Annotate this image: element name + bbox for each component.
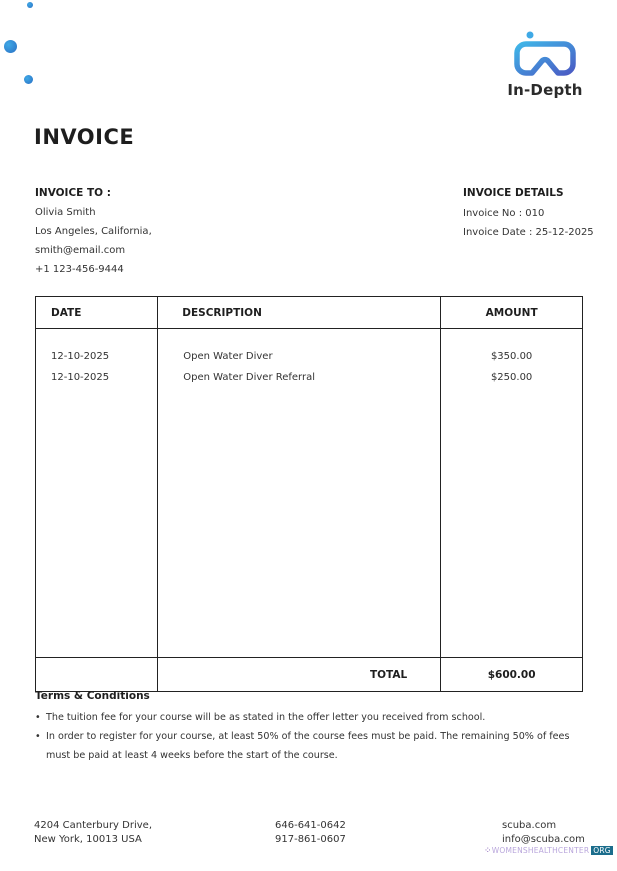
table-body <box>36 329 583 658</box>
total-label: TOTAL <box>158 658 441 692</box>
decorative-dot <box>24 75 33 84</box>
header-amount: AMOUNT <box>441 297 583 329</box>
total-amount: $600.00 <box>441 658 583 692</box>
watermark-suffix: ORG <box>593 846 611 855</box>
row-amount: $250.00 <box>490 372 533 383</box>
row-description: Open Water Diver Referral <box>183 372 316 383</box>
address-line-2: New York, 10013 USA <box>34 834 142 845</box>
date-column <box>36 329 158 658</box>
address-line-1: 4204 Canterbury Drive, <box>34 820 152 831</box>
invoice-details-heading: INVOICE DETAILS <box>463 187 564 199</box>
brand-name: In-Depth <box>507 81 583 99</box>
invoice-date: Invoice Date : 25-12-2025 <box>463 227 594 238</box>
client-email: smith@email.com <box>35 245 126 256</box>
invoice-details-block <box>463 184 594 243</box>
row-date: 12-10-2025 <box>51 351 110 362</box>
terms-heading: Terms & Conditions <box>35 690 150 702</box>
dive-mask-icon <box>512 30 578 78</box>
brand-logo <box>503 30 587 99</box>
watermark <box>484 846 613 856</box>
client-name: Olivia Smith <box>35 207 96 218</box>
terms-section <box>35 690 580 765</box>
terms-item: • The tuition fee for your course will be as stated in the offer letter you received from school. <box>46 708 580 727</box>
invoice-table <box>35 296 583 692</box>
footer-phones <box>275 819 346 847</box>
invoice-to-block <box>35 184 152 279</box>
total-row <box>36 658 583 692</box>
terms-item: • In order to register for your course, at least 50% of the course fees must be paid. The remaining 50% of fees must be paid at least 4 weeks before the start of the course. <box>46 727 580 765</box>
page-title: INVOICE <box>34 125 135 149</box>
client-phone: +1 123-456-9444 <box>35 264 124 275</box>
phone-1: 646-641-0642 <box>275 820 346 831</box>
decorative-dot <box>4 40 17 53</box>
header-date: DATE <box>36 297 158 329</box>
terms-list <box>35 708 580 765</box>
sparkle-icon: ⁘ <box>484 846 492 856</box>
client-address: Los Angeles, California, <box>35 226 152 237</box>
row-description: Open Water Diver <box>183 351 273 362</box>
description-column <box>158 329 441 658</box>
table-header-row <box>36 297 583 329</box>
footer-contact <box>502 819 585 847</box>
invoice-to-heading: INVOICE TO : <box>35 187 111 199</box>
decorative-dot <box>27 2 33 8</box>
footer-address <box>34 819 152 847</box>
row-date: 12-10-2025 <box>51 372 110 383</box>
email-link[interactable]: info@scuba.com <box>502 834 585 845</box>
total-empty-cell <box>36 658 158 692</box>
row-amount: $350.00 <box>490 351 533 362</box>
website-link[interactable]: scuba.com <box>502 820 557 831</box>
amount-column <box>441 329 583 658</box>
watermark-text: WOMENSHEALTHCENTER <box>491 846 590 855</box>
invoice-number: Invoice No : 010 <box>463 207 545 219</box>
header-description: DESCRIPTION <box>158 297 441 329</box>
phone-2: 917-861-0607 <box>275 834 346 845</box>
